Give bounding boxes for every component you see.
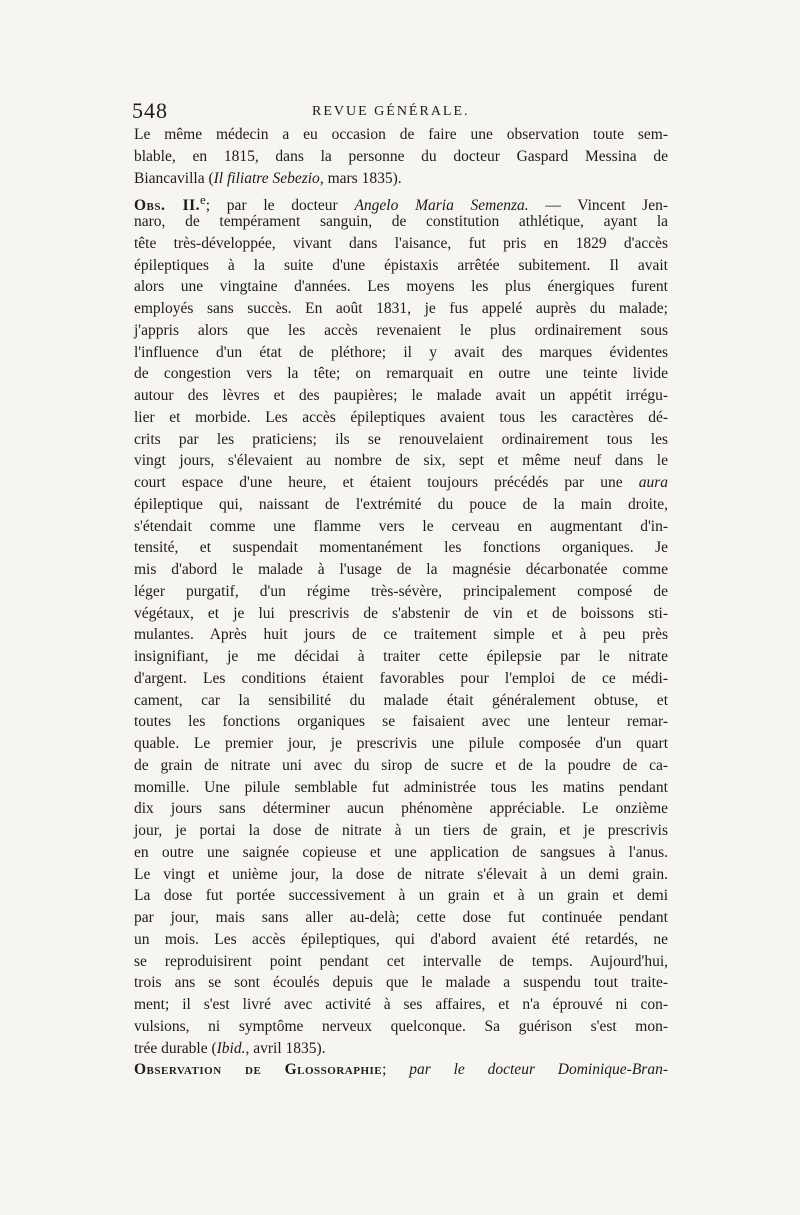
text-line: crits par les praticiens; ils se renouvelaient ordinairement tous les: [134, 430, 668, 448]
page-header: [132, 98, 668, 124]
ibid-reference: Ibid.: [216, 1039, 246, 1057]
text-line: Obs. II.$^e$; par le docteur Angelo Maria Semenza. — Vincent Jen-: [134, 192, 668, 215]
text-line: Observation de Glossoraphie; par le docteur Dominique-Bran-: [134, 1061, 669, 1079]
text-line: j'appris alors que les accès revenaient le plus ordinairement sous: [134, 321, 668, 339]
text-line: de congestion vers la tête; on remarquait en outre une teinte livide: [134, 365, 668, 383]
text-line: vulsions, ni symptôme nerveux quelconque. Sa guérison s'est mon-: [134, 1017, 668, 1035]
text-line: alors une vingtaine d'années. Les moyens les plus énergiques furent: [134, 278, 668, 296]
text-line: vingt jours, s'élevaient au nombre de six, sept et même neuf dans le: [134, 452, 668, 470]
text-line: autour des lèvres et des paupières; le malade avait un appétit irrégu-: [134, 387, 668, 404]
aura-term: aura: [638, 474, 668, 491]
text-line: jour, je portai la dose de nitrate à un tiers de grain, et je prescrivis: [134, 822, 668, 839]
text-line: insignifiant, je me décidai à traiter cette épilepsie par le nitrate: [134, 648, 668, 665]
text-line: se reproduisirent point pendant cet intervalle de temps. Aujourd'hui,: [134, 952, 668, 970]
text-line: dix jours sans déterminer aucun phénomène appréciable. Le onzième: [134, 800, 668, 818]
text-line: Le vingt et unième jour, la dose de nitrate s'élevait à un demi grain.: [134, 865, 668, 883]
author-name: par le docteur Dominique-Bran: [409, 1061, 663, 1079]
text-line: l'influence d'un état de pléthore; il y avait des marques évidentes: [134, 343, 668, 361]
running-title: REVUE GÉNÉRALE.: [312, 104, 470, 119]
observation-label: Obs. II.: [134, 197, 201, 215]
body-text: [134, 124, 668, 1081]
section-heading: Observation de Glossoraphie: [134, 1061, 383, 1079]
text-line: mis d'abord le malade à l'usage de la magnésie décarbonatée comme: [134, 561, 668, 578]
page-number: 548: [132, 98, 168, 123]
text-line: tête très-développée, vivant dans l'aisance, fut pris en 1829 d'accès: [134, 234, 668, 252]
text-line: épileptiques à la suite d'une épistaxis arrêtée subitement. Il avait: [134, 256, 668, 274]
text-line: trée durable (Ibid., avril 1835).: [134, 1039, 326, 1057]
text-line: tensité, et suspendait momentanément les fonctions organiques. Je: [134, 539, 668, 557]
text-line: un mois. Les accès épileptiques, qui d'abord avaient été retardés, ne: [134, 930, 668, 948]
text-line: de grain de nitrate uni avec du sirop de sucre et de la poudre de ca-: [134, 756, 668, 774]
text-line: épileptique qui, naissant de l'extrémité du pouce de la main droite,: [134, 495, 668, 513]
text-line: momille. Une pilule semblable fut administrée tous les matins pendant: [134, 778, 668, 796]
text-line: toutes les fonctions organiques se faisaient avec une lenteur remar-: [134, 713, 668, 731]
text-line: La dose fut portée successivement à un grain et à un grain et demi: [134, 887, 668, 905]
text-line: Biancavilla (Il filiatre Sebezio, mars 1835).: [134, 169, 402, 187]
text-line: lier et morbide. Les accès épileptiques avaient tous les caractères dé-: [134, 408, 668, 426]
text-line: employés sans succès. En août 1831, je fus appelé auprès du malade;: [134, 300, 668, 317]
text-line: mulantes. Après huit jours de ce traitement simple et à peu près: [134, 626, 668, 644]
author-name: Angelo Maria Semenza.: [354, 197, 529, 215]
text-line: en outre une saignée copieuse et une application de sangsues à l'anus.: [134, 843, 668, 861]
text-line: naro, de tempérament sanguin, de constitution athlétique, ayant la: [134, 213, 668, 230]
text-line: trois ans se sont écoulés depuis que le malade a suspendu tout traite-: [134, 974, 668, 992]
text-line: blable, en 1815, dans la personne du docteur Gaspard Messina de: [134, 147, 668, 165]
text-line: d'argent. Les conditions étaient favorables pour l'emploi de ce médi-: [134, 669, 668, 687]
journal-title: Il filiatre Sebezio: [213, 169, 320, 187]
text-line: végétaux, et je lui prescrivis de s'abstenir de vin et de boissons sti-: [134, 604, 668, 622]
text-line: par jour, mais sans aller au-delà; cette dose fut continuée pendant: [134, 909, 668, 926]
text-line: s'étendait comme une flamme vers le cerveau en augmentant d'in-: [134, 517, 668, 535]
text-line: ment; il s'est livré avec activité à ses affaires, et n'a éprouvé ni con-: [134, 996, 668, 1013]
text-line: quable. Le premier jour, je prescrivis une pilule composée d'un quart: [134, 735, 668, 752]
text-line: court espace d'une heure, et étaient toujours précédés par une aura: [134, 474, 668, 491]
text-line: cament, car la sensibilité du malade était généralement obtuse, et: [134, 691, 668, 709]
text-line: Le même médecin a eu occasion de faire une observation toute sem-: [134, 126, 668, 143]
text-line: léger purgatif, d'un régime très-sévère, principalement composé de: [134, 582, 668, 600]
